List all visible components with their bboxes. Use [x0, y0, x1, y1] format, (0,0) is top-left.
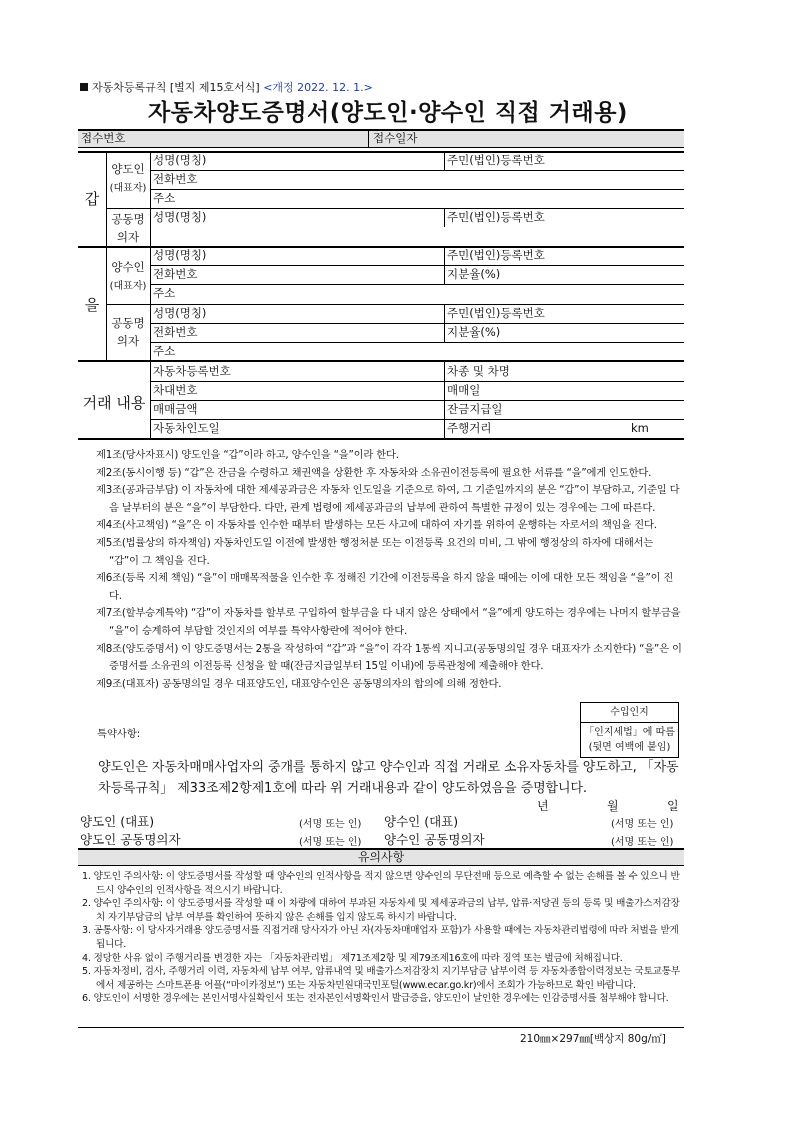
- party-gap-label: 갑: [84, 190, 100, 208]
- balance-date-field[interactable]: 잔금지급일: [447, 402, 503, 416]
- paper-spec: 210㎜×297㎜[백상지 80g/㎡]: [520, 1033, 666, 1045]
- vehicle-reg-no-field[interactable]: 자동차등록번호: [153, 364, 231, 378]
- date-year[interactable]: 년: [537, 799, 549, 813]
- party-eul-label: 을: [84, 296, 100, 314]
- vin-field[interactable]: 차대번호: [153, 383, 198, 397]
- note-3: 3. 공통사항: 이 당사자거래용 양도증명서를 직접거래 당사자가 아닌 자(자동차매매업자 포함)가 사용할 때에는 자동차관리법령에 따라 처벌을 받게 됩니다.: [82, 925, 679, 950]
- eul-coowner-address-field[interactable]: 주소: [153, 344, 176, 358]
- contract-clauses: [96, 447, 684, 693]
- transferor-coowner-signature[interactable]: 양도인 공동명의자: [80, 832, 181, 847]
- form-ref-text: 자동차등록규칙 [별지 제15호서식]: [92, 81, 260, 94]
- revenue-stamp-box: [580, 702, 679, 758]
- transferor-rep-sign-note: (서명 또는 인): [299, 819, 362, 830]
- transferee-label: 양수인: [111, 260, 145, 274]
- transferor-rep-label: (대표자): [109, 183, 147, 194]
- clause-3: 제3조(공과금부담) 이 자동차에 대한 제세공과금은 자동차 인도일을 기준으로 하여, 그 기준일까지의 분은 “갑”이 부담하고, 기준일 다음 날부터의 분은 “을”이 부담한다. 다만, 관계 법령에 제세공과금의 납부에 관하여 특별한 규정이 있는 경우에는 그에 따른다.: [96, 484, 680, 514]
- eul-share-field[interactable]: 지분율(%): [447, 267, 501, 281]
- eul-regno-field[interactable]: 주민(법인)등록번호: [447, 248, 545, 262]
- clause-8: 제8조(양도증명서) 이 양도증명서는 2통을 작성하여 “갑”과 “을”이 각각 1통씩 지니고(공동명의일 경우 대표자가 소지한다) “을”은 이 증명서를 소유권의 이전등록 신청을 할 때(잔금지급일부터 15일 이내)에 등록관청에 제출해야 한다.: [96, 642, 682, 673]
- receipt-number-label: 접수번호: [81, 131, 126, 145]
- gap-name-field[interactable]: 성명(명칭): [153, 153, 207, 167]
- clause-6: 제6조(등록 지체 책임) “을”이 매매목적물을 인수한 후 정해진 기간에 이전등록을 하지 않을 때에는 이에 대한 모든 책임을 “을”이 진다.: [96, 572, 674, 602]
- eul-coowner-phone-field[interactable]: 전화번호: [153, 325, 198, 339]
- delivery-date-field[interactable]: 자동차인도일: [153, 421, 220, 435]
- clause-7: 제7조(할부승계특약) “갑”이 자동차를 할부로 구입하여 할부금을 다 내지 않은 상태에서 “을”에게 양도하는 경우에는 나머지 할부금을 “을”이 승계하여 부담할 것인지의 여부를 특약사항란에 적어야 한다.: [96, 607, 681, 637]
- note-2: 2. 양수인 주의사항: 이 양도증명서를 작성할 때 이 차량에 대하여 부과된 자동차세 및 제세공과금의 납부, 압류·저당권 등의 등록 및 배출가스저감장치 자기부담금의 납부 여부를 확인하여 뜻하지 않은 손해를 입지 않도록 하시기 바랍니다.: [82, 898, 680, 923]
- gap-coowner-name-field[interactable]: 성명(명칭): [153, 210, 207, 224]
- transferee-role: [106, 258, 150, 296]
- clause-1: 제1조(당사자표시) 양도인을 “갑”이라 하고, 양수인을 “을”이라 한다.: [96, 449, 399, 461]
- gap-address-field[interactable]: 주소: [153, 191, 176, 205]
- sale-price-field[interactable]: 매매금액: [153, 402, 198, 416]
- notes-list: [82, 870, 682, 1006]
- receipt-date-label: 접수일자: [373, 131, 418, 145]
- eul-address-field[interactable]: 주소: [153, 286, 176, 300]
- deal-details-label: 거래 내용: [82, 394, 146, 412]
- transferor-role: [106, 160, 150, 198]
- page-title: 자동차양도증명서(양도인·양수인 직접 거래용): [148, 100, 628, 126]
- note-6: 6. 양도인이 서명한 경우에는 본인서명사실확인서 또는 전자본인서명확인서 발급증을, 양도인이 날인한 경우에는 인감증명서를 첨부해야 합니다.: [82, 993, 669, 1005]
- eul-coowner-name-field[interactable]: 성명(명칭): [153, 306, 207, 320]
- mileage-field[interactable]: 주행거리: [447, 421, 492, 435]
- revision-date: <개정 2022. 12. 1.>: [263, 81, 373, 94]
- gap-coowner-regno-field[interactable]: 주민(법인)등록번호: [447, 210, 545, 224]
- date-day[interactable]: 일: [667, 799, 679, 813]
- gap-phone-field[interactable]: 전화번호: [153, 172, 198, 186]
- notes-title: 유의사항: [78, 848, 684, 866]
- transferor-rep-signature[interactable]: 양도인 (대표): [80, 814, 155, 829]
- clause-9: 제9조(대표자) 공동명의일 경우 대표양도인, 대표양수인은 공동명의자의 합의에 의해 정한다.: [96, 677, 502, 690]
- form-reference: [80, 79, 373, 95]
- special-terms-label[interactable]: 특약사항:: [97, 728, 141, 740]
- stamp-line-1: 「인지세법」에 따름: [584, 727, 675, 738]
- clause-2: 제2조(동시이행 등) “갑”은 잔금을 수령하고 채권액을 상환한 후 자동차와 소유권이전등록에 필요한 서류를 “을”에게 인도한다.: [96, 466, 652, 479]
- eul-name-field[interactable]: 성명(명칭): [153, 248, 207, 262]
- note-1: 1. 양도인 주의사항: 이 양도증명서를 작성할 때 양수인의 인적사항을 적지 않으면 양수인의 무단전매 등으로 예측할 수 없는 손해를 볼 수 있으니 반드시 양수인의 인적사항을 적으시기 바랍니다.: [82, 871, 680, 896]
- notes-divider: [78, 1027, 684, 1028]
- vehicle-type-field[interactable]: 차종 및 차명: [447, 364, 510, 378]
- declaration-text: 양도인은 자동차매매사업자의 중개를 통하지 않고 양수인과 직접 거래로 소유자동차를 양도하고, 「자동차등록규칙」 제33조제2항제1호에 따라 위 거래내용과 같이 양도하였음을 증명합니다.: [98, 760, 679, 796]
- square-bullet-icon: [80, 83, 88, 91]
- transferee-coowner-signature[interactable]: 양수인 공동명의자: [384, 832, 485, 847]
- eul-phone-field[interactable]: 전화번호: [153, 267, 198, 281]
- stamp-line-2: (뒷면 여백에 붙임): [588, 742, 671, 753]
- gap-coowner-role: 공동명의자: [111, 212, 145, 244]
- transferee-rep-sign-note: (서명 또는 인): [611, 819, 674, 830]
- stamp-title: 수입인지: [581, 705, 678, 723]
- transferee-rep-signature[interactable]: 양수인 (대표): [384, 814, 459, 829]
- transferee-rep-label: (대표자): [109, 281, 147, 292]
- transferor-co-sign-note: (서명 또는 인): [299, 837, 362, 848]
- eul-coowner-share-field[interactable]: 지분율(%): [447, 325, 501, 339]
- transferee-co-sign-note: (서명 또는 인): [611, 837, 674, 848]
- clause-5: 제5조(법률상의 하자책임) 자동차인도일 이전에 발생한 행정처분 또는 이전등록 요건의 미비, 그 밖에 행정상의 하자에 대해서는 “갑”이 그 책임을 진다.: [96, 536, 654, 567]
- note-4: 4. 정당한 사유 없이 주행거리를 변경한 자는 「자동차관리법」 제71조제2항 및 제79조제16호에 따라 징역 또는 벌금에 처해집니다.: [82, 952, 623, 964]
- transferor-label: 양도인: [111, 162, 145, 176]
- date-month[interactable]: 월: [607, 799, 619, 813]
- gap-regno-field[interactable]: 주민(법인)등록번호: [447, 153, 545, 167]
- sale-date-field[interactable]: 매매일: [447, 383, 481, 397]
- clause-4: 제4조(사고책임) “을”은 이 자동차를 인수한 때부터 발생하는 모든 사고에 대하여 자기를 위하여 운행하는 자로서의 책임을 진다.: [96, 519, 657, 532]
- note-5: 5. 자동차정비, 검사, 주행거리 이력, 자동차세 납부 여부, 압류내역 및 배출가스저감장치 지기부담금 납부이력 등 자동차종합이력정보는 국토교통부에서 제공하는 스마트폰용 어플(“마이카정보”) 또는 자동차민원대국민포털(www.ecar.go.kr)에서 조회가 가능하므로 확인 바랍니다.: [82, 966, 680, 991]
- mileage-unit: km: [631, 421, 649, 435]
- eul-coowner-role: 공동명의자: [111, 316, 145, 348]
- eul-coowner-regno-field[interactable]: 주민(법인)등록번호: [447, 306, 545, 320]
